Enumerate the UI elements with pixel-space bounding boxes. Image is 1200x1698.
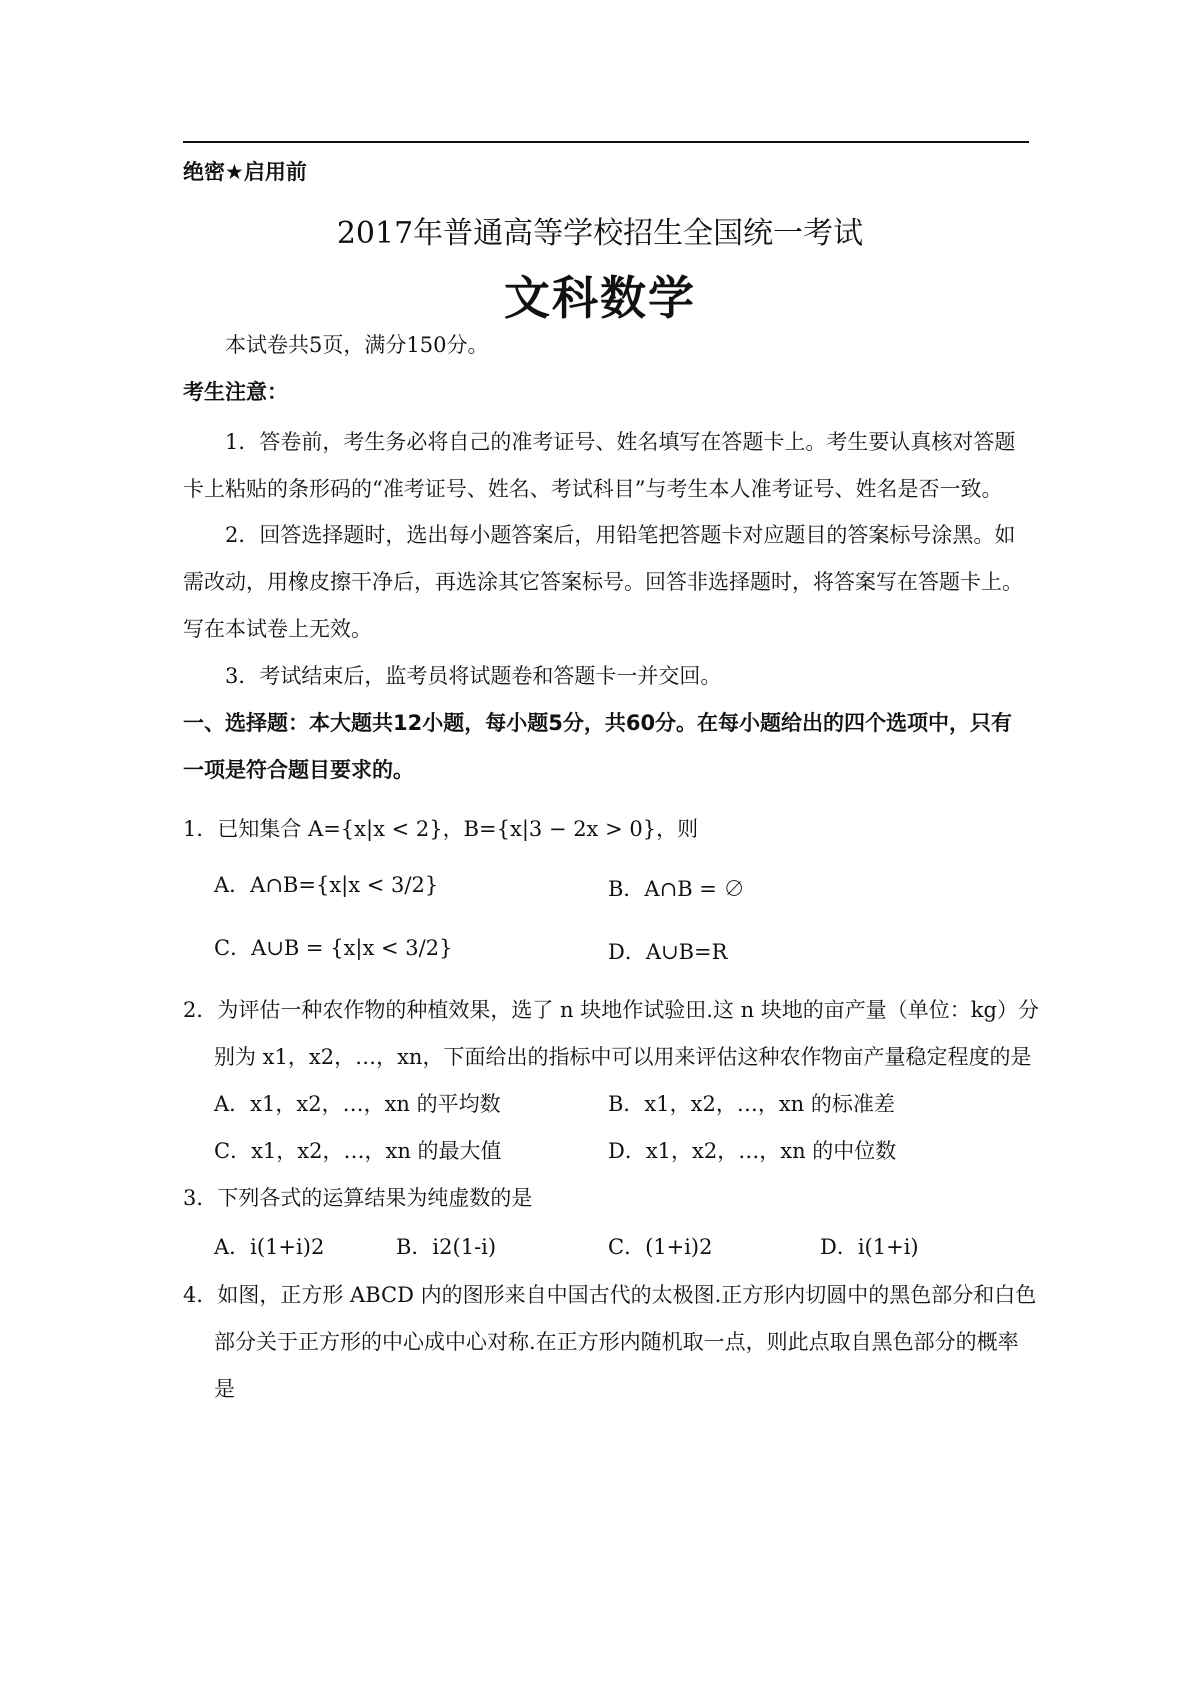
q4-line2: 部分关于正方形的中心成中心对称.在正方形内随机取一点，则此点取自黑色部分的概率 (214, 1330, 1019, 1354)
notice-item2-line1: 2．回答选择题时，选出每小题答案后，用铅笔把答题卡对应题目的答案标号涂黑。如 (225, 523, 1016, 547)
top-rule (183, 141, 1029, 143)
q4-line1: 4．如图，正方形 ABCD 内的图形来自中国古代的太极图.正方形内切圆中的黑色部分和白色 (183, 1283, 1037, 1307)
q1-stem: 1．已知集合 A={x|x < 2}，B={x|3 − 2x > 0}，则 (183, 817, 699, 841)
q3-stem: 3．下列各式的运算结果为纯虚数的是 (183, 1186, 533, 1210)
notice-item1-line1: 1．答卷前，考生务必将自己的准考证号、姓名填写在答题卡上。考生要认真核对答题 (225, 430, 1016, 454)
q2-option-a: A．x1，x2，…，xn 的平均数 (214, 1092, 501, 1116)
q3-option-a: A．i(1+i)2 (214, 1235, 325, 1259)
q2-option-c: C．x1，x2，…，xn 的最大值 (214, 1139, 502, 1163)
section1-heading-line2: 一项是符合题目要求的。 (183, 758, 414, 782)
notice-item3: 3．考试结束后，监考员将试题卷和答题卡一并交回。 (225, 664, 722, 688)
q2-option-d: D．x1，x2，…，xn 的中位数 (608, 1139, 897, 1163)
q3-option-b: B．i2(1-i) (396, 1235, 497, 1259)
q2-option-b: B．x1，x2，…，xn 的标准差 (608, 1092, 895, 1116)
q3-option-c: C．(1+i)2 (608, 1235, 713, 1259)
q4-line3: 是 (214, 1377, 235, 1401)
notice-item1-line2: 卡上粘贴的条形码的“准考证号、姓名、考试科目”与考生本人准考证号、姓名是否一致。 (183, 477, 1003, 501)
q2-line1: 2．为评估一种农作物的种植效果，选了 n 块地作试验田.这 n 块地的亩产量（单位：kg）分 (183, 998, 1039, 1022)
q1-option-c: C．A∪B = {x|x < 3/2} (214, 936, 453, 960)
notice-item2-line3: 写在本试卷上无效。 (183, 617, 372, 641)
q2-line2: 别为 x1，x2，…，xn，下面给出的指标中可以用来评估这种农作物亩产量稳定程度的是 (214, 1045, 1032, 1069)
q1-option-b: B．A∩B = ∅ (608, 877, 745, 901)
q3-option-d: D．i(1+i) (820, 1235, 919, 1259)
exam-intro: 本试卷共5页，满分150分。 (225, 333, 489, 357)
q1-option-a: A．A∩B={x|x < 3/2} (214, 873, 439, 897)
subject-title: 文科数学 (504, 271, 696, 325)
q1-option-d: D．A∪B=R (608, 940, 728, 964)
notice-heading: 考生注意： (183, 380, 288, 404)
exam-title: 2017年普通高等学校招生全国统一考试 (336, 216, 864, 251)
secret-mark: 绝密★启用前 (183, 160, 307, 184)
section1-heading-line1: 一、选择题：本大题共12小题，每小题5分，共60分。在每小题给出的四个选项中，只有 (183, 711, 1013, 735)
notice-item2-line2: 需改动，用橡皮擦干净后，再选涂其它答案标号。回答非选择题时，将答案写在答题卡上。 (183, 570, 1023, 594)
